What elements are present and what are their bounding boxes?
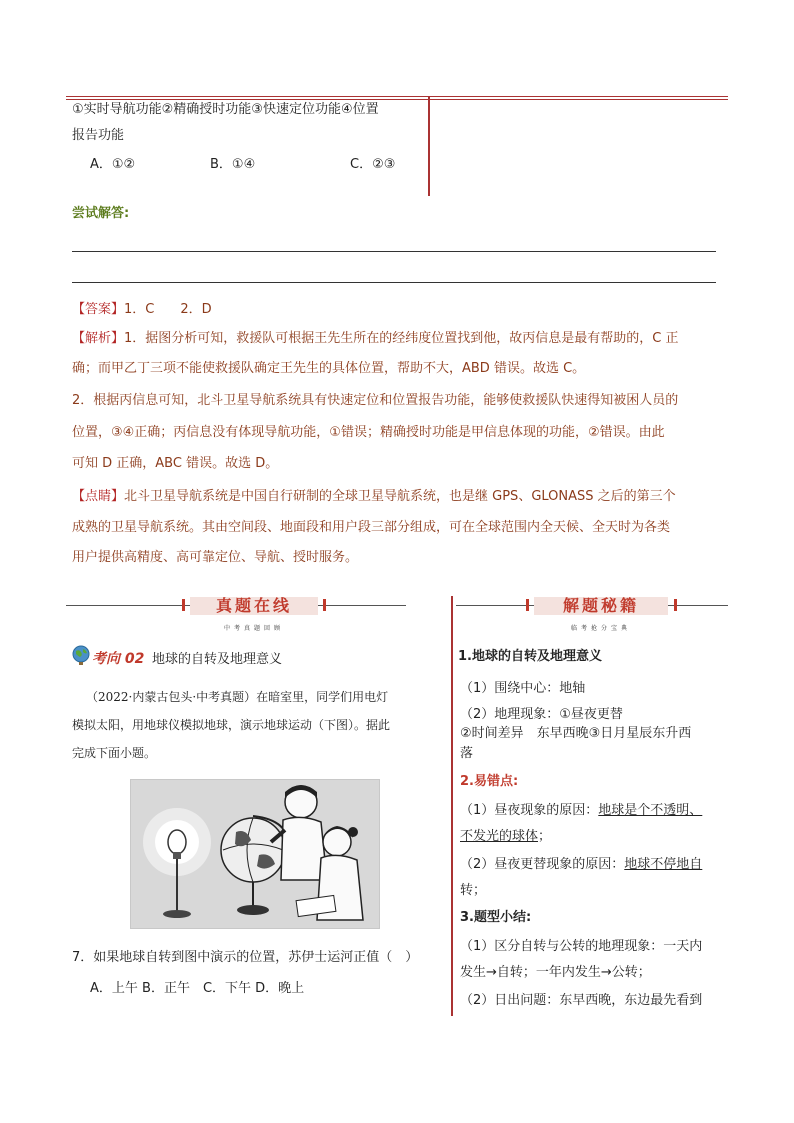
secret-point-3a: ②时间差异 东早西晚③日月星辰东升西 <box>460 726 692 741</box>
intro-line-1: （2022·内蒙古包头·中考真题）在暗室里，同学们用电灯 <box>86 690 389 704</box>
options-line-1: ①实时导航功能②精确授时功能③快速定位功能④位置 <box>72 102 379 117</box>
analysis-line-5: 可知 D 正确，ABC 错误。故选 D。 <box>72 456 279 471</box>
analysis-label: 【解析】 <box>72 331 125 346</box>
secret-point-2: （2）地理现象：①昼夜更替 <box>460 707 623 722</box>
error-point-1b-post: ； <box>538 829 552 844</box>
answer-text: 1．C 2．D <box>124 302 212 317</box>
topic-badge: 考向 02 <box>92 651 145 667</box>
tip-line-1 <box>72 484 676 510</box>
secret-point-1: （1）围绕中心：地轴 <box>460 681 586 696</box>
error-point-2b: 转； <box>460 883 487 898</box>
right-section-title: 解题秘籍 <box>562 596 639 615</box>
error-point-1b <box>460 825 551 844</box>
answer-row <box>72 297 212 323</box>
tip-line-2: 成熟的卫星导航系统。其由空间段、地面段和用户段三部分组成，可在全球范围内全天候、全天时为各类 <box>72 520 671 535</box>
secret-heading-3: 3.题型小结: <box>460 910 532 925</box>
choice-b: B．①④ <box>210 157 256 172</box>
left-section-subtitle: 中考真题回顾 <box>223 625 284 632</box>
answer-label: 【答案】 <box>72 302 125 317</box>
question-7-choices: A．上午 B．正午 C．下午 D．晚上 <box>90 981 305 996</box>
topic-title: 地球的自转及地理意义 <box>152 652 283 667</box>
secret-heading-2: 2.易错点: <box>460 774 519 789</box>
choice-a: A．①② <box>90 157 136 172</box>
error-point-1a <box>460 799 702 818</box>
error-point-2a-ul: 地球不停地自 <box>624 857 703 872</box>
summary-2: （2）日出问题：东早西晚，东边最先看到 <box>460 993 703 1008</box>
analysis-line-1 <box>72 326 732 352</box>
answer-line-2 <box>72 282 716 283</box>
error-point-2a-pre: （2）昼夜更替现象的原因： <box>460 857 625 872</box>
analysis-line-4: 位置，③④正确；丙信息没有体现导航功能，①错误；精确授时功能是甲信息体现的功能，②错误。由此 <box>72 425 665 440</box>
error-point-1b-ul: 不发光的球体 <box>460 829 539 844</box>
error-point-1a-pre: （1）昼夜现象的原因： <box>460 803 599 818</box>
analysis-line-2: 确；而甲乙丁三项不能使救援队确定王先生的具体位置，帮助不大，ABD 错误。故选 C。 <box>72 361 586 376</box>
left-section-title: 真题在线 <box>215 596 292 615</box>
tip-text-1: 北斗卫星导航系统是中国自行研制的全球卫星导航系统，也是继 GPS、GLONASS 之后的第三个 <box>124 489 676 504</box>
intro-line-2: 模拟太阳，用地球仪模拟地球，演示地球运动（下图）。据此 <box>72 718 391 732</box>
question-7: 7．如果地球自转到图中演示的位置，苏伊士运河正值（ ） <box>72 950 419 965</box>
right-title-tick-r <box>674 599 677 611</box>
right-section-subtitle: 临考抢分宝典 <box>570 625 631 632</box>
secret-point-3b: 落 <box>460 746 474 761</box>
question-box-divider <box>428 96 430 196</box>
error-point-2a <box>460 853 702 872</box>
intro-line-3: 完成下面小题。 <box>72 746 157 760</box>
tip-label: 【点睛】 <box>72 489 125 504</box>
tip-line-3: 用户提供高精度、高可靠定位、导航、授时服务。 <box>72 550 359 565</box>
analysis-text-1: 1．据图分析可知，救援队可根据王先生所在的经纬度位置找到他，故丙信息是最有帮助的，C 正 <box>124 331 679 346</box>
choice-c: C．②③ <box>350 157 396 172</box>
column-divider <box>451 596 453 1016</box>
summary-1a: （1）区分自转与公转的地理现象：一天内 <box>460 939 703 954</box>
options-line-2: 报告功能 <box>72 128 125 143</box>
right-title-tick-l <box>526 599 529 611</box>
summary-1b: 发生→自转；一年内发生→公转； <box>460 965 651 980</box>
error-point-1a-ul: 地球是个不透明、 <box>598 803 703 818</box>
attempt-label: 尝试解答: <box>72 206 130 221</box>
secret-heading-1: 1.地球的自转及地理意义 <box>458 649 602 664</box>
left-title-tick-r <box>323 599 326 611</box>
globe-icon <box>70 644 92 666</box>
answer-line-1 <box>72 251 716 252</box>
earth-rotation-illustration <box>130 779 380 929</box>
left-title-tick-l <box>182 599 185 611</box>
analysis-line-3: 2．根据丙信息可知，北斗卫星导航系统具有快速定位和位置报告功能，能够使救援队快速得知被困人员的 <box>72 393 679 408</box>
